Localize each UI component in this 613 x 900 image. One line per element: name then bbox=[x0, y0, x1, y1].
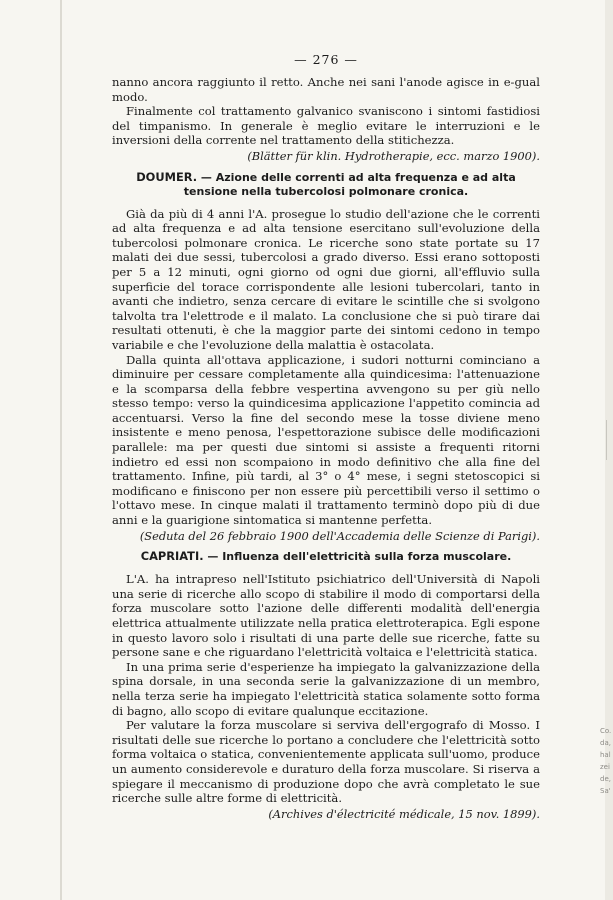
page-number: — 276 — bbox=[294, 52, 358, 67]
intro-paragraph-1: nanno ancora raggiunto il retto. Anche nei sani l'anode agisce in e-gual modo. bbox=[112, 75, 540, 104]
article1-title: — Azione delle correnti ad alta frequenza e ad alta tensione nella tubercolosi polmonare cronica. bbox=[183, 170, 516, 198]
left-page-gutter bbox=[60, 0, 62, 900]
article1-heading bbox=[112, 170, 540, 199]
margin-fragment: Co. da, hal zei de, Sa' bbox=[600, 727, 612, 795]
article2-author: CAPRIATI. bbox=[140, 549, 204, 564]
article1-paragraph-2: Dalla quinta all'ottava applicazione, i sudori notturni cominciano a diminuire per cessare completamente alla quindicesima: l'attenuazione e la scomparsa della febbre vespertina avvengono su per giù nello stesso tempo: verso la quindicesima applicazione l'appetito comincia ad accentuarsi. Verso la fine del secondo mese la tosse diviene meno insistente e meno penosa, l'espettorazione subisce delle modificazioni parallele: ma per questi due sintomi si assiste a frequenti ritorni indietro ed essi non scompaiono in modo definitivo che alla fine del trattamento. Infine, più tardi, al 3° o 4° mese, i segni stetoscopici si modificano e finiscono per non essere più percettibili verso il settimo o l'ottavo mese. In cinque malati il trattamento terminò dopo più di due anni e la guarigione sintomatica si mantenne perfetta. bbox=[112, 352, 540, 528]
article1-paragraph-1: Già da più di 4 anni l'A. prosegue lo studio dell'azione che le correnti ad alta frequenza e ad alta tensione esercitano sull'evoluzione della tubercolosi polmonare cronica. Le ricerche sono state portate su 17 malati dei due sessi, tubercolosi a grado diverso. Essi erano sottoposti per 5 a 12 minuti, ogni giorno od ogni due giorni, all'effluvio sulla superficie del torace corrispondente alle lesioni tubercolari, tanto in avanti che indietro, senza cercare di evitare le scintille che si svolgono talvolta tra l'elettrode e il malato. La conclusione che si può tirare dai resultati ottenuti, è che la maggior parte dei sintomi cedono in tempo variabile e che l'evoluzione della malattia è ostacolata. bbox=[112, 206, 540, 352]
article2-paragraph-2: In una prima serie d'esperienze ha impiegato la galvanizzazione della spina dorsale, in una seconda serie la galvanizzazione di un membro, nella terza serie ha impiegato l'elettricità statica solamente sotto forma di bagno, allo scopo di evitare qualunque eccitazione. bbox=[112, 659, 540, 718]
article2-paragraph-1: L'A. ha intrapreso nell'Istituto psichiatrico dell'Università di Napoli una serie di ricerche allo scopo di stabilire il modo di comportarsi della forza muscolare sotto l'azione delle differenti modalità dell'energia elettrica attualmente utilizzate nella pratica elettroterapica. Egli espone in questo lavoro solo i risultati di una parte delle sue ricerche, fatte su persone sane e che riguardano l'elettricità voltaica e l'elettricità statica. bbox=[112, 572, 540, 660]
article1-source: (Seduta del 26 febbraio 1900 dell'Accademia delle Scienze di Parigi). bbox=[139, 528, 540, 543]
edge-mark bbox=[606, 420, 611, 460]
article2-source: (Archives d'électricité médicale, 15 nov. 1899). bbox=[268, 806, 540, 821]
intro-source: (Blätter für klin. Hydrotherapie, ecc. marzo 1900). bbox=[247, 148, 540, 163]
article1-author: DOUMER. bbox=[136, 169, 198, 184]
article2-title: — Influenza dell'elettricità sulla forza muscolare. bbox=[203, 550, 512, 564]
document-page bbox=[112, 52, 540, 821]
intro-paragraph-2: Finalmente col trattamento galvanico svaniscono i sintomi fastidiosi del timpanismo. In generale è meglio evitare le interruzioni e le inversioni della corrente nel trattamento della stitichezza. bbox=[112, 104, 540, 148]
article2-paragraph-3: Per valutare la forza muscolare si serviva dell'ergografo di Mosso. I risultati delle sue ricerche lo portano a concludere che l'elettricità sotto forma voltaica o statica, convenientemente applicata sull'uomo, produce un aumento considerevole e duraturo della forza muscolare. Si riserva a spiegare il meccanismo di produzione dopo che avrà completato le sue ricerche sulle altre forme di elettricità. bbox=[112, 718, 540, 806]
article2-heading bbox=[112, 549, 540, 564]
